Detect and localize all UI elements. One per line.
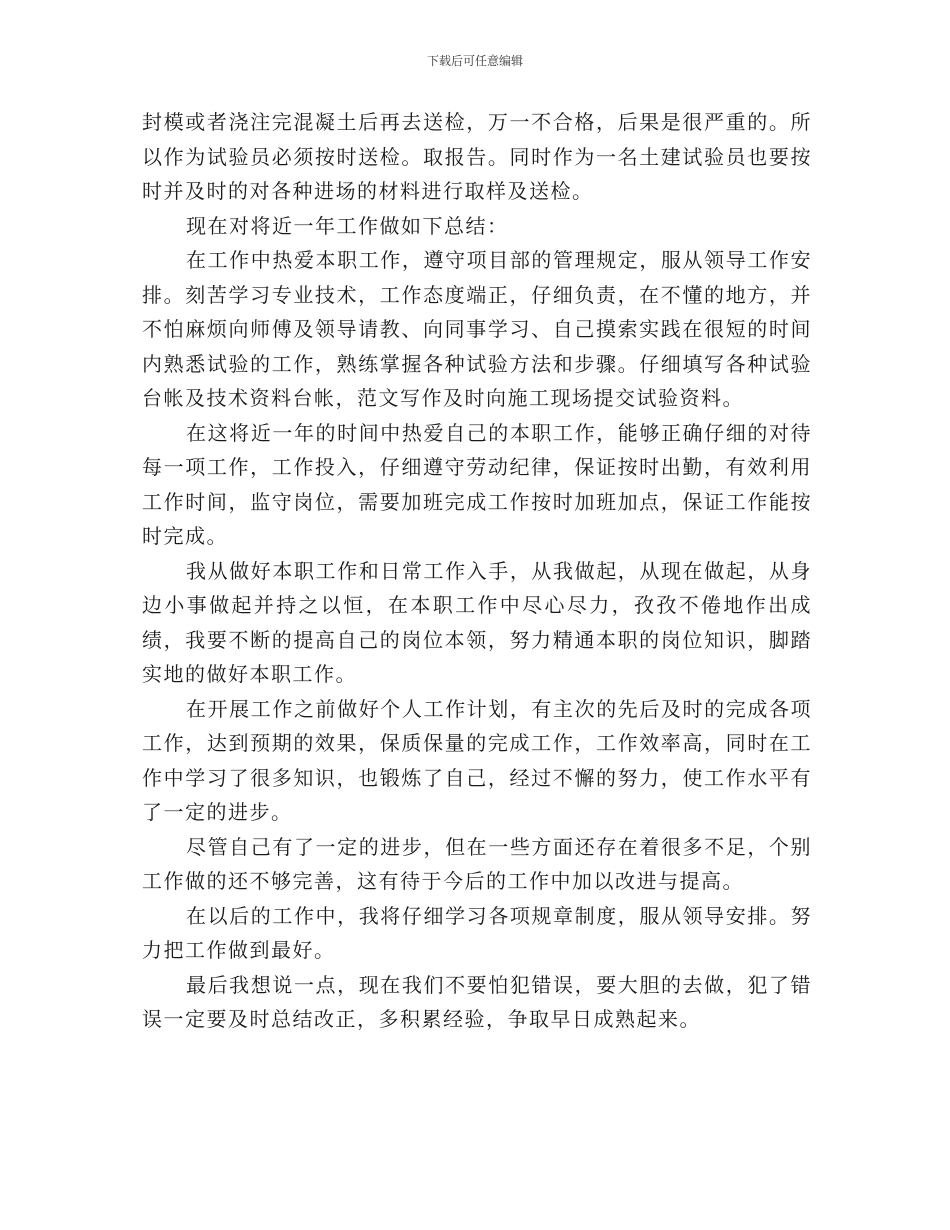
paragraph-2: 现在对将近一年工作做如下总结： bbox=[186, 213, 509, 238]
paragraph-1: 封模或者浇注完混凝土后再去送检，万一不合格，后果是很严重的。所以作为试验员必须按时送检。取报告。同时作为一名土建试验员也要按时并及时的对各种进场的材料进行取样及送检。 bbox=[142, 110, 812, 203]
paragraph-3: 在工作中热爱本职工作，遵守项目部的管理规定，服从领导工作安排。刻苦学习专业技术，工作态度端正，仔细负责，在不懂的地方，并不怕麻烦向师傅及领导请教、向同事学习、自己摸索实践在很短的时间内熟悉试验的工作，熟练掌握各种试验方法和步骤。仔细填写各种试验台帐及技术资料台帐，范文写作及时向施工现场提交试验资料。 bbox=[142, 248, 812, 410]
paragraph-6: 在开展工作之前做好个人工作计划，有主次的先后及时的完成各项工作，达到预期的效果，保质保量的完成工作，工作效率高，同时在工作中学习了很多知识，也锻炼了自己，经过不懈的努力，使工作水平有了一定的进步。 bbox=[142, 696, 812, 824]
document-body bbox=[142, 105, 812, 1037]
paragraph-7: 尽管自己有了一定的进步，但在一些方面还存在着很多不足，个别工作做的还不够完善，这有待于今后的工作中加以改进与提高。 bbox=[142, 834, 812, 893]
paragraph-4: 在这将近一年的时间中热爱自己的本职工作，能够正确仔细的对待每一项工作，工作投入，仔细遵守劳动纪律，保证按时出勤，有效利用工作时间，监守岗位，需要加班完成工作按时加班加点，保证工作能按时完成。 bbox=[142, 420, 812, 548]
page-header: 下载后可任意编辑 bbox=[426, 54, 523, 68]
paragraph-5: 我从做好本职工作和日常工作入手，从我做起，从现在做起，从身边小事做起并持之以恒，在本职工作中尽心尽力，孜孜不倦地作出成绩，我要不断的提高自己的岗位本领，努力精通本职的岗位知识，脚踏实地的做好本职工作。 bbox=[142, 558, 812, 686]
paragraph-8: 在以后的工作中，我将仔细学习各项规章制度，服从领导安排。努力把工作做到最好。 bbox=[142, 903, 812, 962]
paragraph-9: 最后我想说一点，现在我们不要怕犯错误，要大胆的去做，犯了错误一定要及时总结改正，多积累经验，争取早日成熟起来。 bbox=[142, 972, 812, 1031]
